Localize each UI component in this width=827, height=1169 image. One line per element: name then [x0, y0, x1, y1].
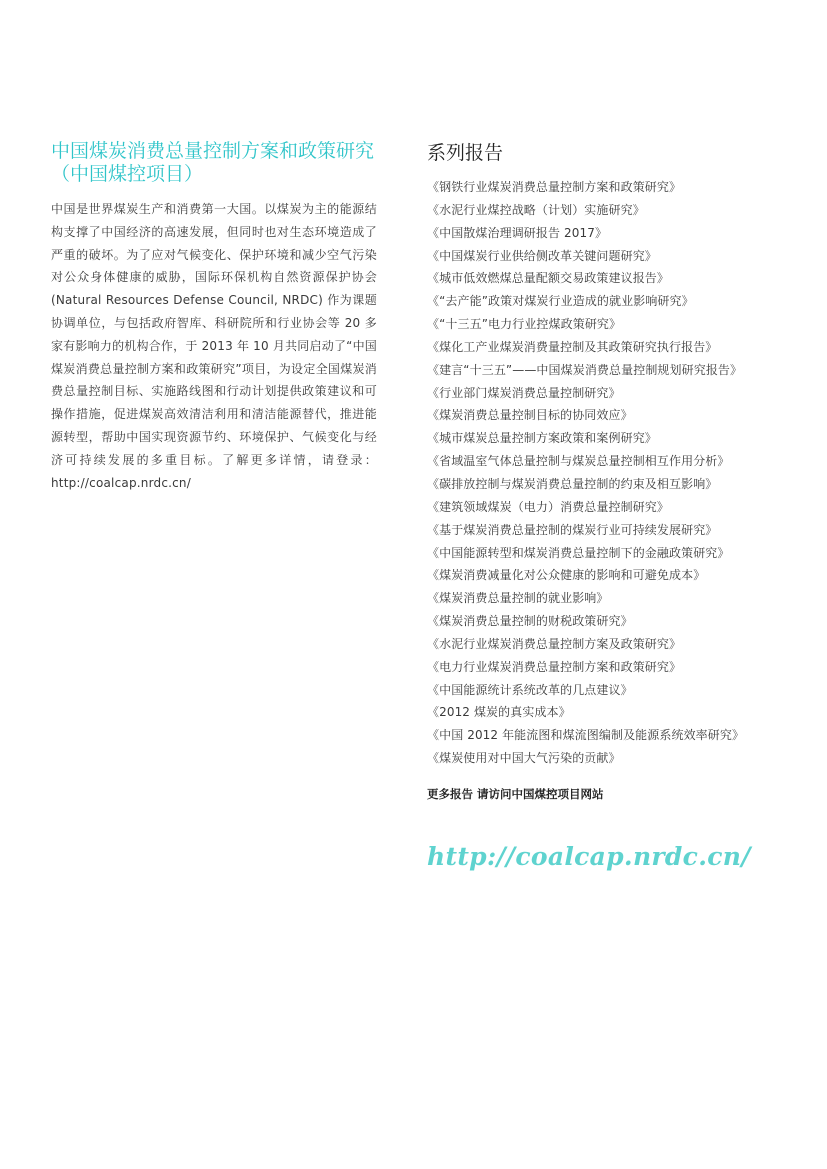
report-list: [427, 176, 767, 770]
report-item: 《基于煤炭消费总量控制的煤炭行业可持续发展研究》: [427, 522, 718, 537]
report-item: 《煤炭消费减量化对公众健康的影响和可避免成本》: [427, 568, 706, 583]
report-item: 《碳排放控制与煤炭消费总量控制的约束及相互影响》: [427, 476, 718, 491]
report-item: 《“去产能”政策对煤炭行业造成的就业影响研究》: [427, 294, 694, 309]
report-item: 《中国煤炭行业供给侧改革关键问题研究》: [427, 248, 657, 263]
report-item: 《中国能源转型和煤炭消费总量控制下的金融政策研究》: [427, 545, 730, 560]
report-item: 《2012 煤炭的真实成本》: [427, 705, 571, 720]
report-item: 《“十三五”电力行业控煤政策研究》: [427, 317, 622, 332]
report-item: 《省域温室气体总量控制与煤炭总量控制相互作用分析》: [427, 454, 730, 469]
series-heading: 系列报告: [427, 142, 504, 164]
project-description: 中国是世界煤炭生产和消费第一大国。以煤炭为主的能源结构支撑了中国经济的高速发展，但同时也对生态环境造成了严重的破坏。为了应对气候变化、保护环境和减少空气污染对公众身体健康的威胁，国际环保机构自然资源保护协会 (Natural Resources Defense Council, NRDC) 作为课题协调单位，与包括政府智库、科研院所和行业协会等 20 多家有影响力的机构合作，于 2013 年 10 月共同启动了“中国煤炭消费总量控制方案和政策研究”项目，为设定全国煤炭消费总量控制目标、实施路线图和行动计划提供政策建议和可操作措施，促进煤炭高效清洁利用和清洁能源替代，推进能源转型，帮助中国实现资源节约、环境保护、气候变化与经济可持续发展的多重目标。了解更多详情，请登录：http://coalcap.nrdc.cn/: [51, 202, 377, 490]
report-item: 《煤炭消费总量控制目标的协同效应》: [427, 408, 633, 423]
report-item: 《城市煤炭总量控制方案政策和案例研究》: [427, 431, 657, 446]
report-item: 《煤化工产业煤炭消费量控制及其政策研究执行报告》: [427, 339, 718, 354]
report-item: 《行业部门煤炭消费总量控制研究》: [427, 385, 621, 400]
report-item: 《建筑领域煤炭（电力）消费总量控制研究》: [427, 499, 670, 514]
website-link[interactable]: http://coalcap.nrdc.cn/: [427, 841, 751, 871]
report-item: 《钢铁行业煤炭消费总量控制方案和政策研究》: [427, 180, 682, 194]
report-item: 《城市低效燃煤总量配额交易政策建议报告》: [427, 271, 670, 286]
report-item: 《水泥行业煤控战略（计划）实施研究》: [427, 202, 645, 217]
report-item: 《煤炭消费总量控制的财税政策研究》: [427, 614, 633, 629]
project-intro: [51, 140, 377, 494]
report-item: 《建言“十三五”——中国煤炭消费总量控制规划研究报告》: [427, 362, 743, 377]
report-item: 《中国能源统计系统改革的几点建议》: [427, 682, 633, 697]
report-item: 《煤炭使用对中国大气污染的贡献》: [427, 751, 621, 766]
report-item: 《煤炭消费总量控制的就业影响》: [427, 591, 609, 606]
report-item: 《电力行业煤炭消费总量控制方案和政策研究》: [427, 659, 682, 674]
report-item: 《中国散煤治理调研报告 2017》: [427, 225, 608, 240]
report-item: 《中国 2012 年能流图和煤流图编制及能源系统效率研究》: [427, 728, 745, 743]
report-item: 《水泥行业煤炭消费总量控制方案及政策研究》: [427, 636, 682, 651]
more-reports-text: 更多报告 请访问中国煤控项目网站: [427, 786, 604, 801]
series-reports: [427, 140, 767, 872]
project-title: 中国煤炭消费总量控制方案和政策研究（中国煤控项目）: [51, 140, 375, 185]
